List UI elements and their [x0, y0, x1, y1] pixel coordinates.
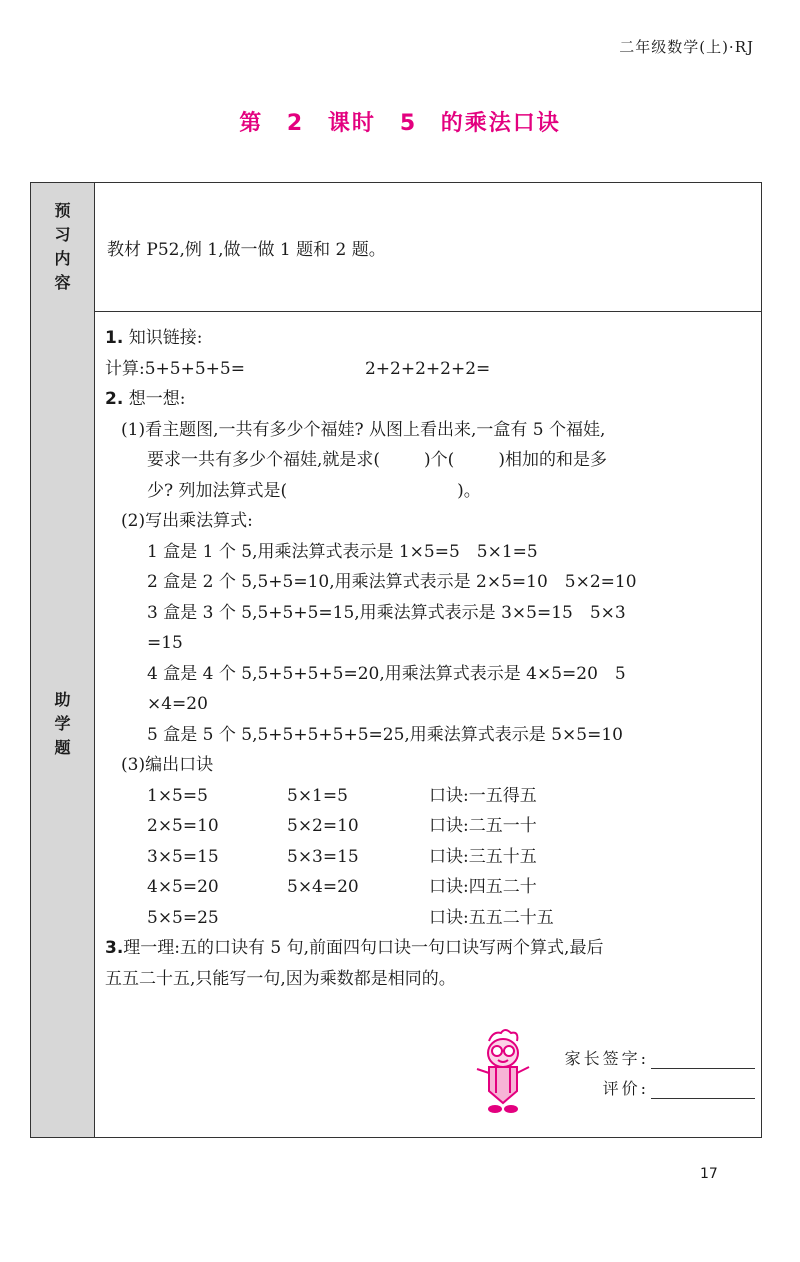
formula-b: 5×2=10	[287, 816, 359, 836]
study-label-char: 助	[54, 690, 71, 709]
study-content	[105, 323, 753, 994]
formula-rhyme: 口诀:三五十五	[429, 846, 537, 867]
q2-p1-line1: (1)看主题图,一共有多少个福娃? 从图上看出来,一盒有 5 个福娃,	[121, 419, 606, 440]
q3-line1	[105, 933, 753, 964]
q2-p1-line2a: 要求一共有多少个福娃,就是求(	[147, 450, 381, 470]
q2-p2-title: (2)写出乘法算式:	[121, 511, 253, 531]
preview-label	[31, 183, 95, 311]
q3-line2: 五五二十五,只能写一句,因为乘数都是相同的。	[105, 968, 456, 989]
pencil-mascot-icon	[471, 1027, 535, 1113]
page-number: 17	[700, 1166, 718, 1182]
formula-a: 1×5=5	[147, 785, 208, 806]
q2-title: 想一想:	[128, 389, 186, 409]
formula-rhyme: 口诀:二五一十	[429, 816, 537, 836]
q2-p1-line3	[105, 476, 753, 507]
formula-row	[105, 842, 753, 873]
formula-a: 5×5=25	[147, 907, 219, 928]
q1-number: 1.	[105, 328, 124, 348]
q2-p3-title: (3)编出口诀	[121, 755, 214, 775]
q2-p2-line: 4 盒是 4 个 5,5+5+5+5=20,用乘法算式表示是 4×5=20 5	[147, 663, 626, 684]
q3-number: 3.	[105, 938, 124, 958]
q2-p1-line2b: )个(	[424, 450, 455, 470]
preview-label-char: 内	[54, 249, 71, 268]
formula-rhyme: 口诀:一五得五	[429, 785, 537, 806]
formula-a: 2×5=10	[147, 816, 219, 836]
study-label-char: 学	[54, 714, 71, 733]
q2-number: 2.	[105, 389, 124, 409]
q2-p2-line: ×4=20	[147, 694, 208, 714]
q3-text: 理一理:五的口诀有 5 句,前面四句口诀一句口诀写两个算式,最后	[123, 938, 604, 958]
formula-row	[105, 872, 753, 903]
q2-p2-line: 2 盒是 2 个 5,5+5=10,用乘法算式表示是 2×5=10 5×2=10	[147, 572, 637, 592]
q1-title: 知识链接:	[128, 328, 203, 348]
preview-label-char: 预	[54, 201, 71, 220]
formula-a: 3×5=15	[147, 846, 219, 867]
q2-p1-line2	[105, 445, 753, 476]
signature-area	[539, 1039, 755, 1099]
formula-b: 5×4=20	[287, 877, 359, 897]
q1-calc	[105, 354, 753, 385]
formula-rhyme: 口诀:五五二十五	[429, 907, 554, 928]
q2-p2-line: 1 盒是 1 个 5,用乘法算式表示是 1×5=5 5×1=5	[147, 541, 538, 562]
parent-signature-row	[539, 1039, 755, 1069]
lesson-title: 第 2 课时 5 的乘法口诀	[239, 111, 561, 136]
formula-a: 4×5=20	[147, 877, 219, 897]
q2-p2-line: =15	[147, 633, 183, 653]
review-label: 评价:	[602, 1079, 649, 1098]
formula-row	[105, 781, 753, 812]
q2-p1-line3b: )。	[457, 480, 481, 501]
formula-row	[105, 811, 753, 842]
parent-signature-label: 家长签字:	[564, 1049, 649, 1068]
q1-heading	[105, 323, 753, 354]
q2-p1-line3a: 少? 列加法算式是(	[147, 480, 288, 501]
q2-heading	[105, 384, 753, 415]
preview-content: 教材 P52,例 1,做一做 1 题和 2 题。	[107, 240, 386, 260]
study-label-char: 题	[54, 738, 71, 757]
q1-calc-a: 计算:5+5+5+5=	[105, 358, 245, 379]
row-divider	[31, 311, 761, 312]
study-label	[31, 311, 95, 1137]
q2-p1-line2c: )相加的和是多	[498, 450, 607, 470]
review-row	[539, 1069, 755, 1099]
preview-label-char: 容	[54, 273, 71, 292]
review-field[interactable]	[651, 1078, 755, 1099]
formula-row	[105, 903, 753, 934]
preview-label-char: 习	[54, 225, 71, 244]
formula-b: 5×1=5	[287, 785, 348, 806]
q2-p2-line: 3 盒是 3 个 5,5+5+5=15,用乘法算式表示是 3×5=15 5×3	[147, 602, 626, 623]
header-book-info: 二年级数学(上)·RJ	[619, 38, 754, 56]
main-table	[30, 182, 762, 1138]
formula-b: 5×3=15	[287, 846, 359, 867]
q1-calc-b: 2+2+2+2+2=	[364, 358, 491, 379]
formula-b	[287, 903, 429, 934]
parent-signature-field[interactable]	[651, 1048, 755, 1069]
formula-rhyme: 口诀:四五二十	[429, 877, 537, 897]
q2-p2-line: 5 盒是 5 个 5,5+5+5+5+5=25,用乘法算式表示是 5×5=10	[147, 724, 623, 745]
